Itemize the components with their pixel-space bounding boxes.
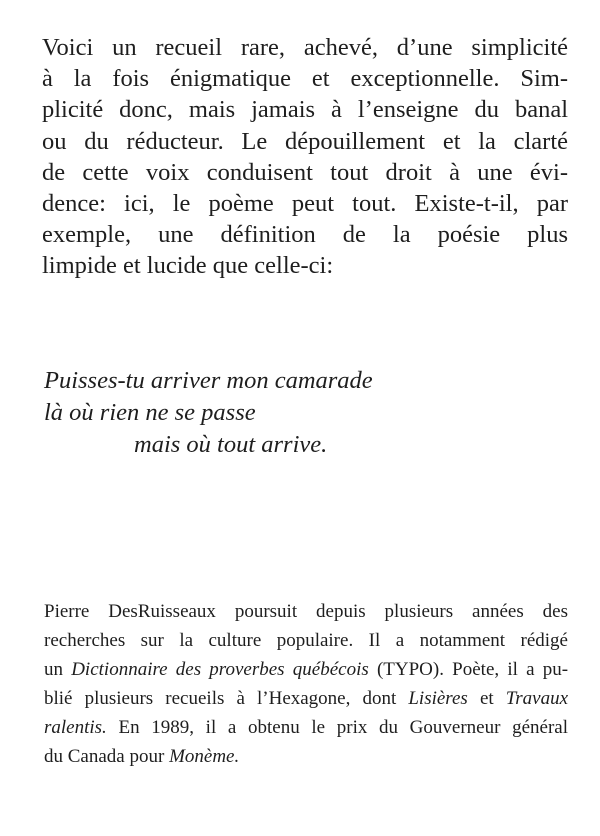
book-title: ralentis. [44,717,107,738]
book-title: Monème. [169,746,240,767]
intro-line: ou du réducteur. Le dépouillement et la clarté [42,127,568,155]
bio-line [44,713,568,742]
book-title: Lisières [408,688,468,709]
author-bio [44,597,568,771]
poem-quote [44,365,373,461]
intro-line: exemple, une définition de la poésie plus [42,221,568,249]
book-title: Dictionnaire des proverbes québécois [71,659,369,680]
bio-text: Pierre DesRuisseaux poursuit depuis plusieurs années des [44,601,568,622]
bio-text: En 1989, il a obtenu le prix du Gouverneur général [118,717,568,738]
intro-line: dence: ici, le poème peut tout. Existe-t-il, par [42,190,568,218]
poem-verse: Puisses-tu arriver mon camarade [44,367,373,394]
bio-text: un [44,659,63,680]
bio-line [44,626,568,655]
intro-line: limpide et lucide que celle-ci: [42,252,334,280]
intro-paragraph [42,32,568,282]
intro-line: Voici un recueil rare, achevé, d’une simplicité [42,34,568,61]
poem-verse: là où rien ne se passe [44,399,256,426]
intro-line: à la fois énigmatique et exceptionnelle. Sim- [42,65,568,93]
intro-line: de cette voix conduisent tout droit à une évi- [42,158,568,186]
poem-verse: mais où tout arrive. [134,431,328,458]
bio-text: recherches sur la culture populaire. Il a notamment rédigé [44,630,568,651]
bio-line [44,597,568,626]
bio-line [44,655,568,684]
bio-text: du Canada pour [44,746,165,767]
bio-line [44,742,568,771]
book-title: Travaux [505,688,569,709]
intro-line: plicité donc, mais jamais à l’enseigne du banal [42,96,568,124]
bio-text: (TYPO). Poète, il a pu- [376,659,569,680]
bio-text: et [479,688,494,709]
bio-text: blié plusieurs recueils à l’Hexagone, dont [44,688,397,709]
bio-line [44,684,568,713]
